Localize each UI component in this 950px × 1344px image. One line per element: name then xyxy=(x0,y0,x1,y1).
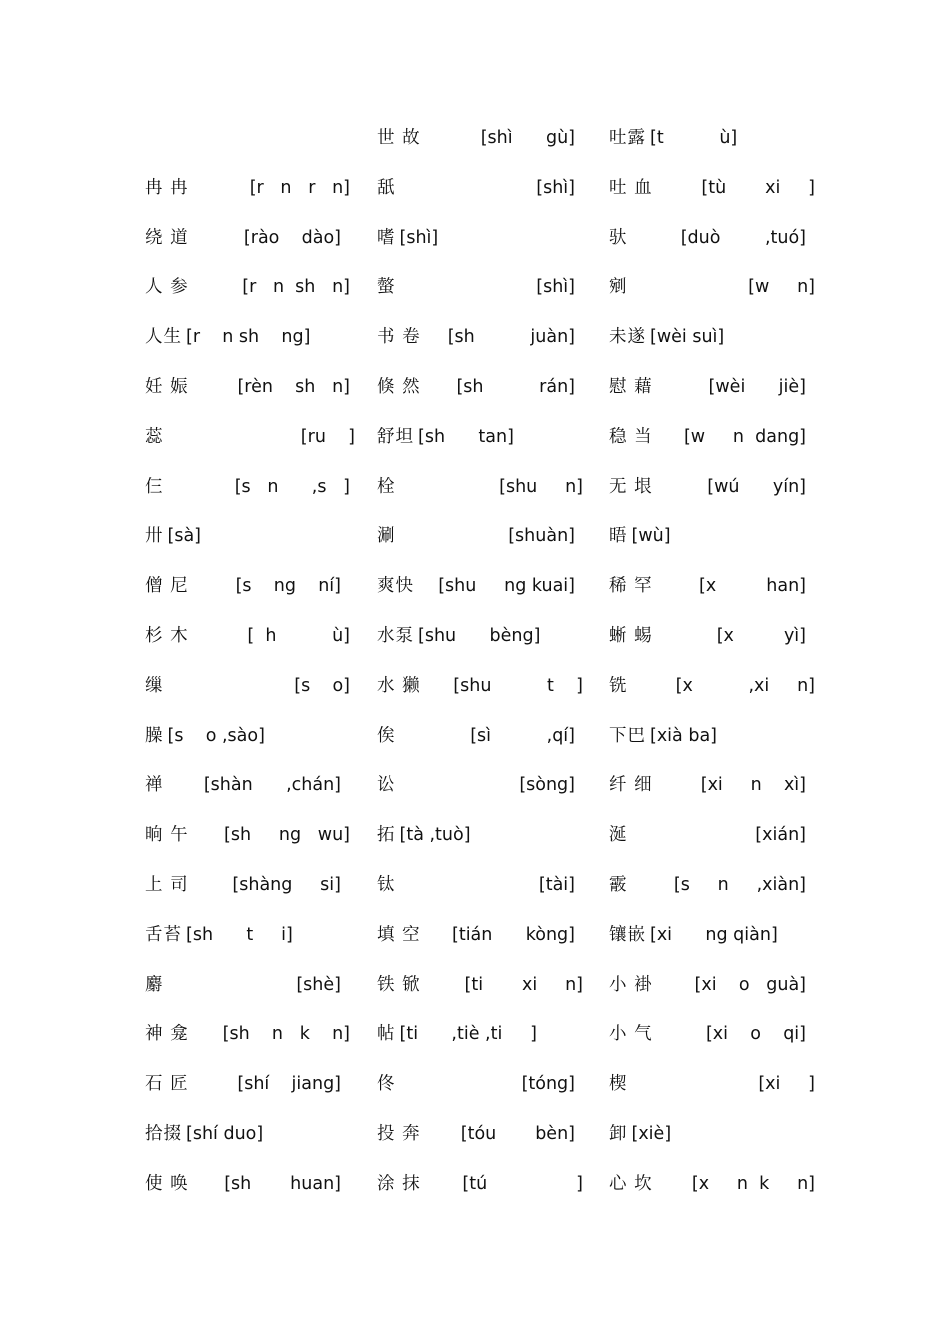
vocab-entry xyxy=(145,616,355,666)
entry-word: 麝 xyxy=(145,974,164,995)
entry-pinyin: [xià ba] xyxy=(650,725,717,746)
vocab-entry xyxy=(145,367,355,417)
entry-pinyin: [wù] xyxy=(631,526,671,547)
entry-pinyin: [shí duo] xyxy=(186,1123,264,1144)
entry-word: 拓 xyxy=(377,825,396,846)
entry-pinyin: [ h ù] xyxy=(247,625,350,646)
vocab-entry xyxy=(145,566,355,616)
entry-word: 蕊 xyxy=(145,426,164,447)
vocab-entry xyxy=(377,1064,587,1114)
entry-word: 未遂 xyxy=(609,327,646,348)
entry-word: 心 坎 xyxy=(609,1173,653,1194)
entry-word: 纤 细 xyxy=(609,775,653,796)
entry-word: 填 空 xyxy=(377,924,421,945)
entry-pinyin: [sh huan] xyxy=(224,1173,341,1194)
vocab-entry xyxy=(145,218,355,268)
entry-pinyin: [rào dào] xyxy=(243,227,341,248)
entry-pinyin: [shì] xyxy=(536,177,575,198)
entry-pinyin: [tà ,tuò] xyxy=(399,825,471,846)
entry-pinyin: [shu ng kuai] xyxy=(438,576,575,597)
entry-word: 慰 藉 xyxy=(609,376,653,397)
entry-word: 栓 xyxy=(377,476,396,497)
entry-word: 无 垠 xyxy=(609,476,653,497)
entry-pinyin: [r n sh ng] xyxy=(186,327,311,348)
vocab-entry xyxy=(145,1064,355,1114)
entry-word: 晌 午 xyxy=(145,825,189,846)
entry-pinyin: [shì gù] xyxy=(480,128,575,148)
vocab-entry xyxy=(609,765,819,815)
entry-word: 佟 xyxy=(377,1074,396,1095)
entry-pinyin: [shu t ] xyxy=(453,675,583,696)
entry-pinyin: [tóu bèn] xyxy=(460,1123,575,1144)
entry-pinyin: [xi o guà] xyxy=(694,974,806,995)
entry-pinyin: [tù xi ] xyxy=(701,177,815,198)
vocab-entry xyxy=(377,367,587,417)
vocab-entry xyxy=(609,317,819,367)
vocab-entry xyxy=(377,218,587,268)
vocab-entry xyxy=(145,467,355,517)
entry-word: 楔 xyxy=(609,1074,628,1095)
entry-pinyin: [shè] xyxy=(296,974,341,995)
entry-pinyin: [wèi suì] xyxy=(650,327,725,348)
entry-pinyin: [t ù] xyxy=(650,128,738,148)
entry-word: 书 卷 xyxy=(377,327,421,348)
entry-pinyin: [sòng] xyxy=(519,775,575,796)
entry-word: 涂 抹 xyxy=(377,1173,421,1194)
entry-word: 舌苔 xyxy=(145,924,182,945)
vocab-entry xyxy=(609,1064,819,1114)
entry-pinyin: [s o] xyxy=(294,675,350,696)
entry-word: 仨 xyxy=(145,476,164,497)
entry-word: 铁 锨 xyxy=(377,974,421,995)
entry-word: 世 故 xyxy=(377,128,421,148)
entry-pinyin: [xi o qi] xyxy=(705,1024,806,1045)
entry-pinyin: [wú yín] xyxy=(707,476,806,497)
entry-pinyin: [sh n k n] xyxy=(222,1024,350,1045)
entry-word: 钛 xyxy=(377,874,396,895)
vocab-entry xyxy=(377,168,587,218)
vocab-entry xyxy=(609,915,819,965)
entry-word: 稀 罕 xyxy=(609,576,653,597)
vocab-entry xyxy=(609,616,819,666)
entry-word: 舐 xyxy=(377,177,396,198)
entry-word: 人生 xyxy=(145,327,182,348)
vocab-entry xyxy=(377,1014,587,1064)
entry-word: 人 参 xyxy=(145,277,189,298)
vocab-entry xyxy=(609,1014,819,1064)
entry-word: 卅 xyxy=(145,526,164,547)
vocab-entry xyxy=(377,815,587,865)
vocab-entry xyxy=(609,118,819,168)
entry-pinyin: [x n k n] xyxy=(691,1173,815,1194)
entry-word: 镶嵌 xyxy=(609,924,646,945)
vocab-entry xyxy=(145,516,355,566)
vocab-entry xyxy=(609,666,819,716)
entry-pinyin: [tú ] xyxy=(462,1173,583,1194)
vocab-entry xyxy=(609,965,819,1015)
vocab-entry xyxy=(377,716,587,766)
entry-word: 拾掇 xyxy=(145,1123,182,1144)
entry-word: 卸 xyxy=(609,1123,628,1144)
entry-pinyin: [shí jiang] xyxy=(237,1074,341,1095)
entry-word: 涮 xyxy=(377,526,396,547)
vocab-entry xyxy=(609,566,819,616)
entry-pinyin: [ru ] xyxy=(300,426,355,447)
vocab-entry xyxy=(609,467,819,517)
vocab-entry xyxy=(145,1114,355,1164)
entry-word: 吐露 xyxy=(609,128,646,148)
vocab-entry xyxy=(609,417,819,467)
entry-pinyin: [sh rán] xyxy=(456,376,575,397)
entry-pinyin: [r n r n] xyxy=(249,177,350,198)
entry-word: 小 褂 xyxy=(609,974,653,995)
vocab-entry xyxy=(609,168,819,218)
entry-pinyin: [tián kòng] xyxy=(452,924,575,945)
column-1 xyxy=(145,118,355,1214)
entry-word: 小 气 xyxy=(609,1024,653,1045)
entry-pinyin: [w n dang] xyxy=(683,426,806,447)
entry-word: 霰 xyxy=(609,874,628,895)
entry-word: 俟 xyxy=(377,725,396,746)
vocab-entry xyxy=(145,267,355,317)
entry-word: 吐 血 xyxy=(609,177,653,198)
entry-word: 爽快 xyxy=(377,576,414,597)
vocab-entry xyxy=(377,915,587,965)
entry-pinyin: [sh t i] xyxy=(186,924,293,945)
entry-pinyin: [s o ,sào] xyxy=(167,725,265,746)
entry-pinyin: [x han] xyxy=(699,576,806,597)
entry-pinyin: [rèn sh n] xyxy=(237,376,350,397)
entry-pinyin: [shuàn] xyxy=(508,526,575,547)
entry-pinyin: [s ng ní] xyxy=(235,576,341,597)
vocab-entry xyxy=(377,1164,587,1214)
entry-word: 杉 木 xyxy=(145,625,189,646)
vocab-entry xyxy=(609,218,819,268)
vocab-entry xyxy=(609,865,819,915)
entry-word: 臊 xyxy=(145,725,164,746)
entry-word: 绕 道 xyxy=(145,227,189,248)
entry-pinyin: [ti xi n] xyxy=(464,974,583,995)
vocab-entry xyxy=(145,118,355,168)
entry-pinyin: [sh tan] xyxy=(418,426,514,447)
entry-word: 帖 xyxy=(377,1024,396,1045)
vocab-entry xyxy=(145,168,355,218)
entry-word: 剜 xyxy=(609,277,628,298)
entry-word: 石 匠 xyxy=(145,1074,189,1095)
entry-word: 铣 xyxy=(609,675,628,696)
entry-pinyin: [wèi jiè] xyxy=(708,376,806,397)
vocab-entry xyxy=(377,267,587,317)
entry-word: 螫 xyxy=(377,277,396,298)
entry-pinyin: [shu bèng] xyxy=(418,625,541,646)
vocab-entry xyxy=(377,317,587,367)
entry-pinyin: [xiè] xyxy=(631,1123,672,1144)
vocab-entry xyxy=(145,317,355,367)
entry-word: 上 司 xyxy=(145,874,189,895)
entry-word: 蜥 蜴 xyxy=(609,625,653,646)
vocab-entry xyxy=(609,367,819,417)
vocab-entry xyxy=(377,516,587,566)
entry-word: 禅 xyxy=(145,775,164,796)
entry-word: 晤 xyxy=(609,526,628,547)
entry-pinyin: [shàn ,chán] xyxy=(203,775,341,796)
entry-pinyin: [w n] xyxy=(748,277,815,298)
entry-pinyin: [xi ng qiàn] xyxy=(650,924,778,945)
entry-pinyin: [duò ,tuó] xyxy=(680,227,806,248)
entry-pinyin: [xián] xyxy=(755,825,806,846)
entry-word: 水泵 xyxy=(377,625,414,646)
vocab-entry xyxy=(145,417,355,467)
vocab-entry xyxy=(145,965,355,1015)
vocab-entry xyxy=(609,1114,819,1164)
vocab-entry xyxy=(609,267,819,317)
entry-pinyin: [shu n] xyxy=(499,476,583,497)
vocab-entry xyxy=(377,965,587,1015)
column-2 xyxy=(377,118,587,1214)
entry-pinyin: [shì] xyxy=(536,277,575,298)
vocab-entry xyxy=(145,666,355,716)
entry-word: 冉 冉 xyxy=(145,177,189,198)
vocab-entry xyxy=(377,417,587,467)
entry-word: 神 龛 xyxy=(145,1024,189,1045)
entry-pinyin: [shì] xyxy=(399,227,439,248)
vocab-entry xyxy=(609,716,819,766)
entry-word: 投 奔 xyxy=(377,1123,421,1144)
column-3 xyxy=(609,118,819,1214)
entry-word: 倏 然 xyxy=(377,376,421,397)
entry-pinyin: [sà] xyxy=(167,526,201,547)
vocab-entry xyxy=(145,815,355,865)
entry-pinyin: [r n sh n] xyxy=(242,277,350,298)
vocab-entry xyxy=(377,467,587,517)
entry-word: 使 唤 xyxy=(145,1173,189,1194)
entry-pinyin: [ti ,tiè ,ti ] xyxy=(399,1024,537,1045)
vocab-entry xyxy=(377,765,587,815)
entry-pinyin: [x yì] xyxy=(716,625,806,646)
entry-pinyin: [xi ] xyxy=(758,1074,815,1095)
vocab-entry xyxy=(145,915,355,965)
entry-pinyin: [sì ,qí] xyxy=(470,725,575,746)
vocab-entry xyxy=(145,716,355,766)
entry-pinyin: [s n ,s ] xyxy=(234,476,350,497)
entry-pinyin: [tài] xyxy=(538,874,575,895)
entry-pinyin: [shàng si] xyxy=(232,874,341,895)
entry-word: 妊 娠 xyxy=(145,376,189,397)
entry-word: 讼 xyxy=(377,775,396,796)
entry-word: 稳 当 xyxy=(609,426,653,447)
entry-pinyin: [xi n xì] xyxy=(700,775,806,796)
vocab-entry xyxy=(145,1014,355,1064)
vocab-entry xyxy=(377,865,587,915)
entry-word: 嗜 xyxy=(377,227,396,248)
entry-word: 水 獭 xyxy=(377,675,421,696)
vocab-entry xyxy=(377,1114,587,1164)
vocab-entry xyxy=(377,666,587,716)
vocab-entry xyxy=(609,815,819,865)
vocab-entry xyxy=(145,1164,355,1214)
entry-word: 驮 xyxy=(609,227,628,248)
vocab-entry xyxy=(377,118,587,168)
entry-word: 缫 xyxy=(145,675,164,696)
entry-word: 僧 尼 xyxy=(145,576,189,597)
entry-pinyin: [sh juàn] xyxy=(447,327,575,348)
vocab-entry xyxy=(377,616,587,666)
vocab-entry xyxy=(377,566,587,616)
entry-word: 舒坦 xyxy=(377,426,414,447)
vocab-entry xyxy=(609,1164,819,1214)
vocab-entry xyxy=(145,765,355,815)
entry-pinyin: [s n ,xiàn] xyxy=(673,874,806,895)
vocab-entry xyxy=(609,516,819,566)
entry-pinyin: [sh ng wu] xyxy=(224,825,350,846)
vocab-entry xyxy=(145,865,355,915)
entry-pinyin: [tóng] xyxy=(521,1074,575,1095)
entry-word: 涎 xyxy=(609,825,628,846)
entry-word: 下巴 xyxy=(609,725,646,746)
entry-pinyin: [x ,xi n] xyxy=(675,675,815,696)
